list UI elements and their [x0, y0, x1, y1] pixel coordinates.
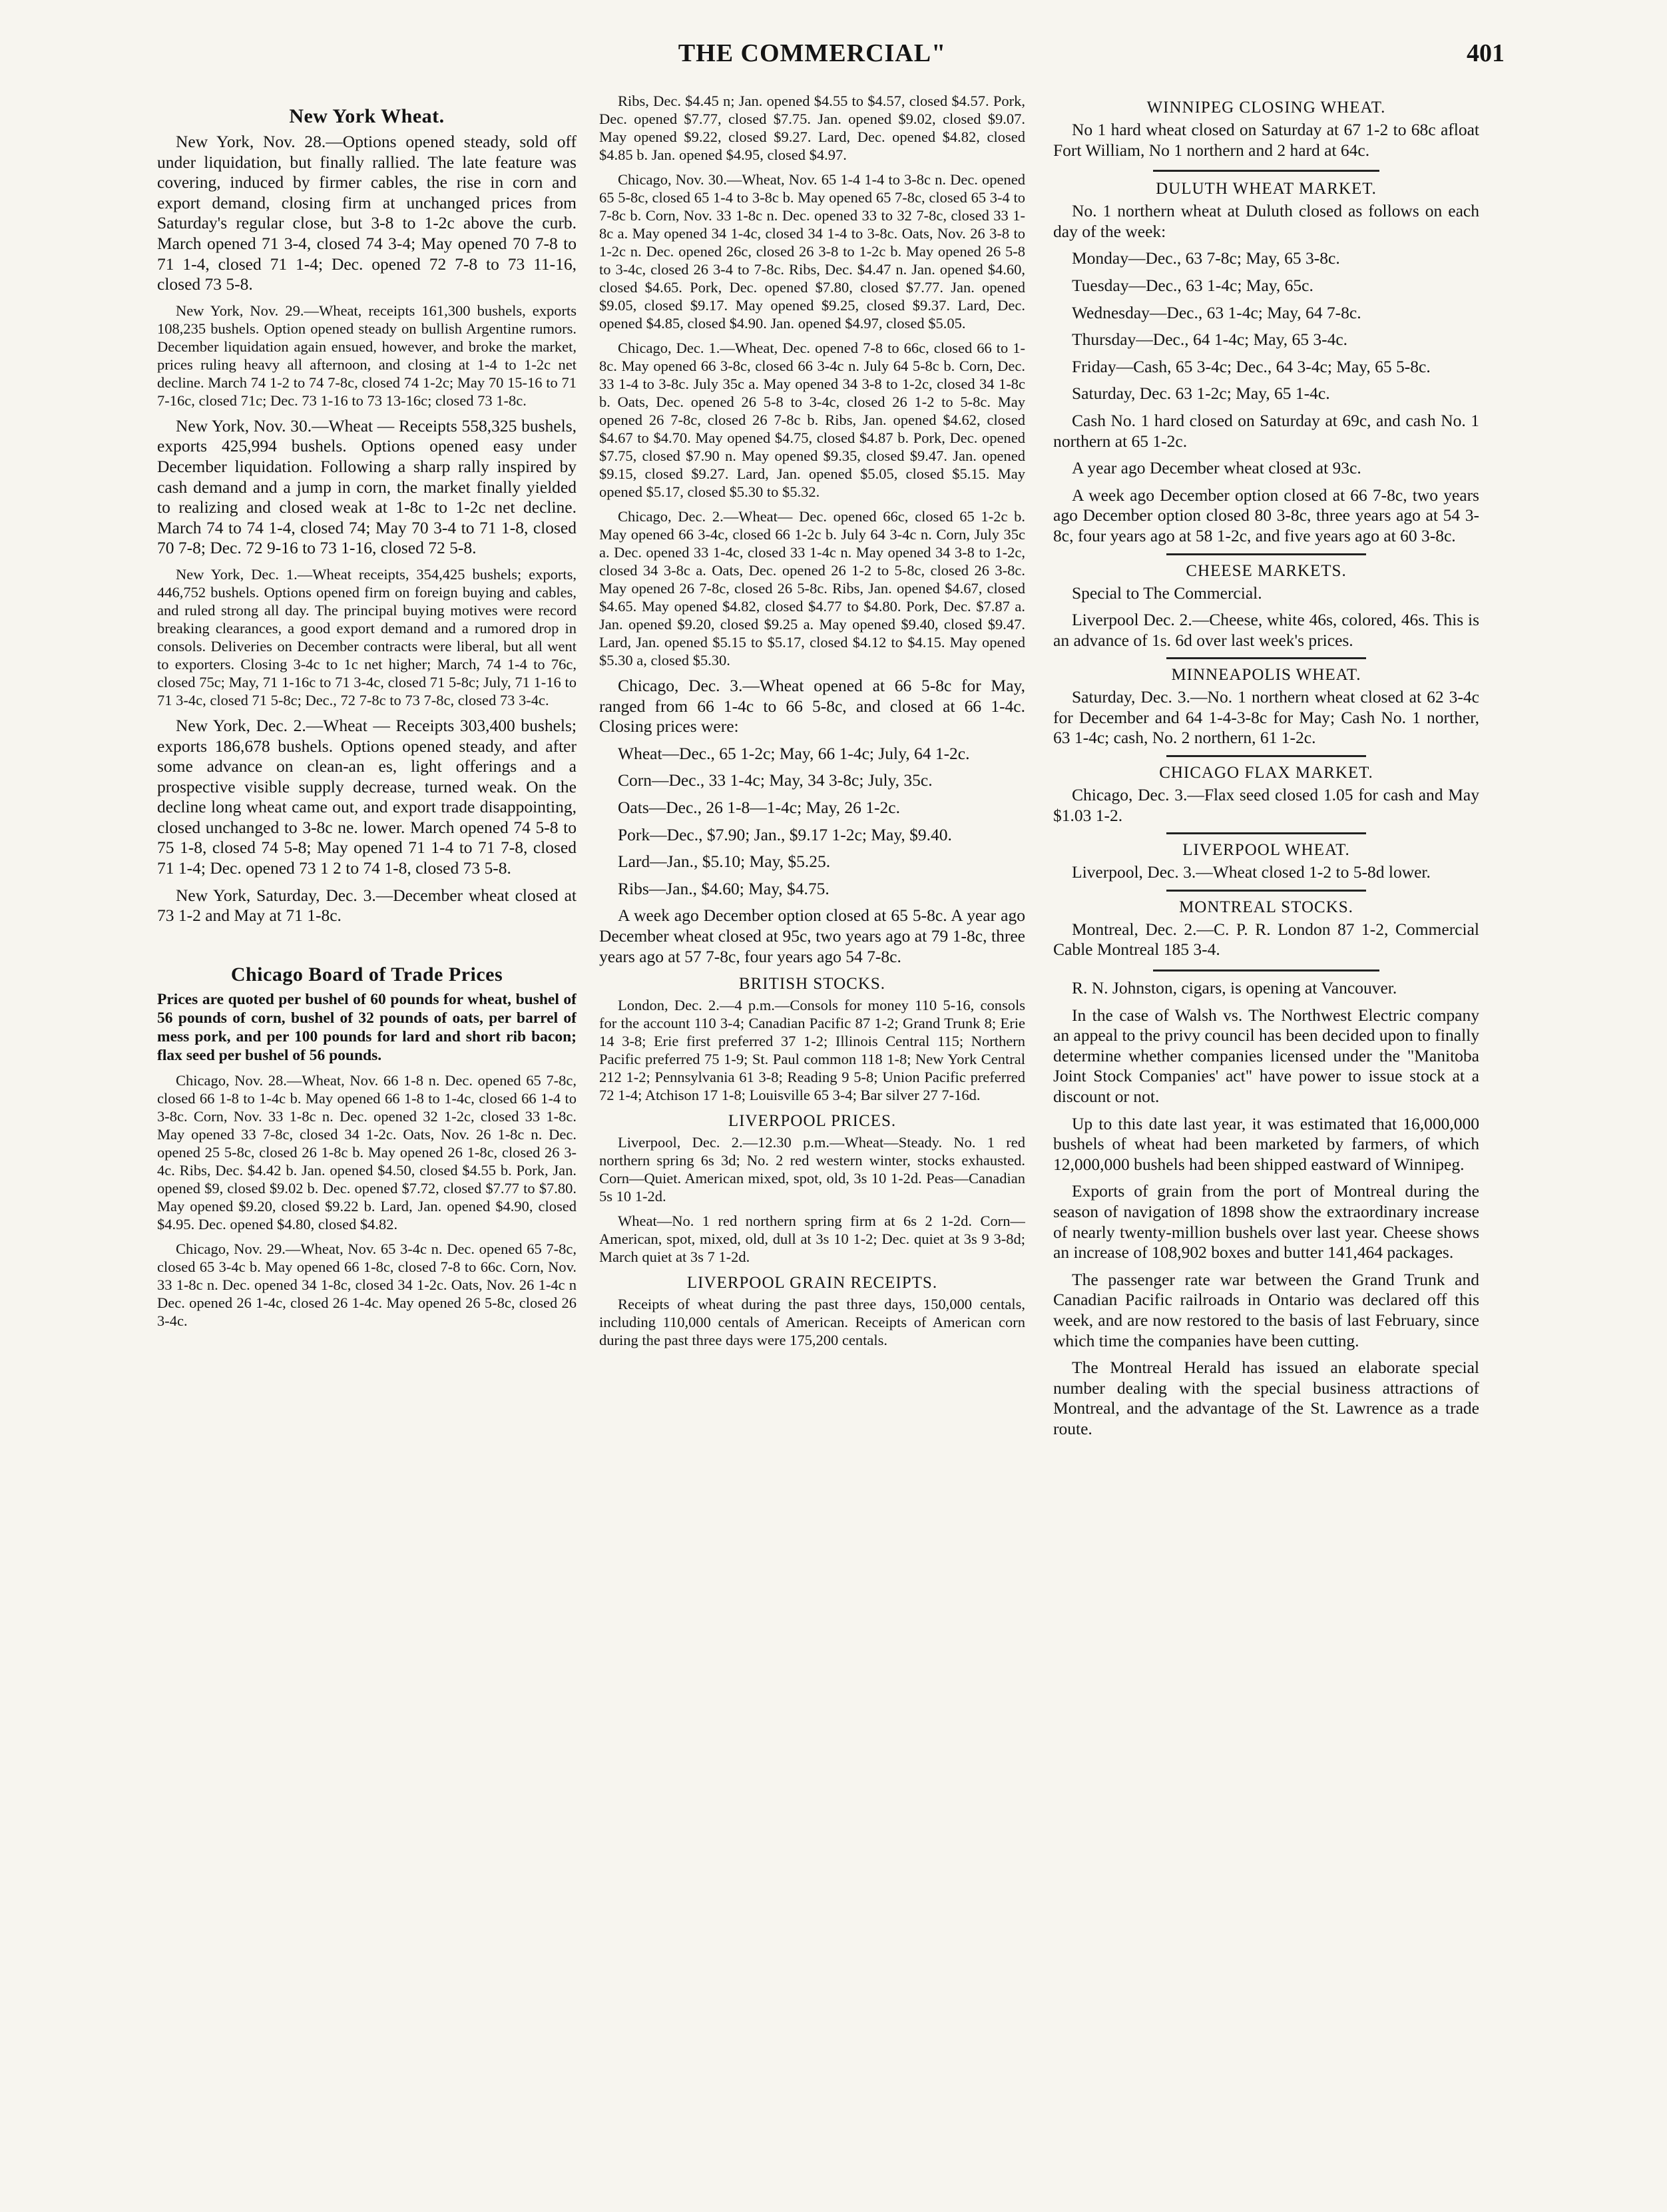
- article-paragraph: Saturday, Dec. 3.—No. 1 northern wheat closed at 62 3-4c for December and 64 1-4-3-8c for May; Cash No. 1 norther, 63 1-4c; cash, No. 2 northern, 61 1-2c.: [1053, 687, 1479, 748]
- chicago-flax-market-heading: CHICAGO FLAX MARKET.: [1159, 764, 1373, 782]
- article-paragraph: New York, Saturday, Dec. 3.—December wheat closed at 73 1-2 and May at 71 1-8c.: [157, 885, 577, 926]
- publication-title: THE COMMERCIAL": [678, 39, 947, 67]
- duluth-wheat-market-heading: DULUTH WHEAT MARKET.: [1156, 180, 1377, 198]
- page-header: [146, 39, 1505, 79]
- article-paragraph: Cash No. 1 hard closed on Saturday at 69c, and cash No. 1 northern at 65 1-2c.: [1053, 410, 1479, 451]
- article-paragraph: New York, Nov. 30.—Wheat — Receipts 558,325 bushels, exports 425,994 bushels. Options opened easy under December liquidation. Following a sharp rally inspired by cash demand and a jump in corn, the market finally yielded to realizing and closed weak at 1-8c to 1-2c net decline. March 74 to 74 1-4, closed 74; May 70 3-4 to 71 1-8, closed 70 7-8; Dec. 72 9-16 to 73 1-16, closed 72 5-8.: [157, 415, 577, 558]
- closing-price-corn: Corn—Dec., 33 1-4c; May, 34 3-8c; July, 35c.: [618, 770, 933, 790]
- article-paragraph: Chicago, Dec. 3.—Flax seed closed 1.05 for cash and May $1.03 1-2.: [1053, 785, 1479, 825]
- closing-price-pork: Pork—Dec., $7.90; Jan., $9.17 1-2c; May, $9.40.: [618, 824, 952, 844]
- article-paragraph: New York, Nov. 29.—Wheat, receipts 161,300 bushels, exports 108,235 bushels. Option opened steady on bullish Argentine rumors. December liquidation again ensued, however, and broke the market, prices ruling heavy all afternoon, and closing at 1-4 to 1-2c net decline. March 74 1-2 to 74 7-8c, closed 74 1-2c; May 70 15-16 to 71 7-16c, closed 71c; Dec. 73 1-16 to 73 13-16c; closed 73 1-8c.: [157, 302, 577, 409]
- article-paragraph: A year ago December wheat closed at 93c.: [1072, 458, 1361, 478]
- duluth-day-thursday: Thursday—Dec., 64 1-4c; May, 65 3-4c.: [1072, 330, 1348, 350]
- duluth-day-saturday: Saturday, Dec. 63 1-2c; May, 65 1-4c.: [1072, 384, 1330, 404]
- liverpool-grain-receipts-heading: LIVERPOOL GRAIN RECEIPTS.: [686, 1274, 938, 1292]
- article-paragraph: Chicago, Dec. 3.—Wheat opened at 66 5-8c for May, ranged from 66 1-4c to 66 5-8c, and closed at 66 1-4c. Closing prices were:: [599, 676, 1025, 736]
- article-paragraph: Chicago, Nov. 30.—Wheat, Nov. 65 1-4 1-4 to 3-8c n. Dec. opened 65 5-8c, closed 65 1-4 to 3-8c b. May opened 65 7-8c, closed 65 3-4 to 7-8c b. Corn, Nov. 33 1-8c n. Dec. opened 33 to 32 7-8c, closed 33 1-8c a. May opened 34 1-4c, closed 34 1-4 to 3-8c. Oats, Nov. 26 3-8 to 1-2c n. Dec. opened 26c, closed 26 3-8 to 1-2c b. May opened 26 5-8 to 3-4c, closed 26 3-4 to 7-8c. Ribs, Dec. $4.47 n. Jan. opened $4.60, closed $4.65. Pork, Dec. opened $7.80, closed $7.77. Jan. opened $9.05, closed $9.17. May opened $9.25, closed $9.37. Lard, Dec. opened $4.85, closed $4.90. Jan. opened $4.97, closed $5.05.: [599, 171, 1025, 332]
- article-paragraph: Chicago, Nov. 29.—Wheat, Nov. 65 3-4c n. Dec. opened 65 7-8c, closed 65 3-4c b. May opened 66 1-8c, closed 7-8 to 66c. Corn, Nov. 33 1-8c n. Dec. opened 34 1-8c, closed 34 1-2c. Oats, Nov. 26 1-4c n Dec. opened 26 1-4c, closed 26 1-4c. May opened 26 5-8c, closed 26 3-4c.: [157, 1240, 577, 1329]
- duluth-day-wednesday: Wednesday—Dec., 63 1-4c; May, 64 7-8c.: [1072, 302, 1361, 322]
- closing-price-lard: Lard—Jan., $5.10; May, $5.25.: [618, 852, 831, 872]
- article-paragraph: Receipts of wheat during the past three days, 150,000 centals, including 110,000 centals of American. Receipts of American corn during the past three days were 175,200 centals.: [599, 1296, 1025, 1349]
- liverpool-wheat-heading: LIVERPOOL WHEAT.: [1182, 841, 1350, 860]
- divider: [1166, 755, 1366, 757]
- article-paragraph: Liverpool Dec. 2.—Cheese, white 46s, colored, 46s. This is an advance of 1s. 6d over last week's prices.: [1053, 610, 1479, 650]
- news-item: Exports of grain from the port of Montreal during the season of navigation of 1898 show the extraordinary increase of nearly twenty-million bushels over last year. Cheese shows an increase of 108,902 boxes and butter 141,464 packages.: [1053, 1181, 1479, 1262]
- closing-price-ribs: Ribs—Jan., $4.60; May, $4.75.: [618, 878, 830, 898]
- article-paragraph: New York, Dec. 1.—Wheat receipts, 354,425 bushels; exports, 446,752 bushels. Options opened firm on foreign buying and cables, and ruled strong all day. The principal buying motives were record breaking clearances, a good export demand and a rumored drop in consols. Deliveries on December contracts were liberal, but all went to exporters. Closing 3-4c to 1c net higher; March, 74 1-4 to 76c, closed 75c; May, 71 1-16c to 71 3-4c, closed 71 5-8c; July, 71 1-16 to 71 3-4c, closed 71 5-8c; Dec., 72 7-8c to 73 7-8c, closed 73 3-4c.: [157, 565, 577, 708]
- column-right: [1053, 92, 1479, 2169]
- article-paragraph: A week ago December option closed at 65 5-8c. A year ago December wheat closed at 95c, two years ago at 79 1-8c, three years ago at 57 7-8c, four years ago 54 7-8c.: [599, 906, 1025, 966]
- news-item: The Montreal Herald has issued an elaborate special number dealing with the special business attractions of Montreal, and the advantage of the St. Lawrence as a trade route.: [1053, 1358, 1479, 1438]
- news-item: Up to this date last year, it was estimated that 16,000,000 bushels of wheat had been marketed by farmers, of which 12,000,000 bushels had been shipped eastward of Winnipeg.: [1053, 1113, 1479, 1174]
- divider: [1153, 170, 1379, 172]
- article-paragraph: Ribs, Dec. $4.45 n; Jan. opened $4.55 to $4.57, closed $4.57. Pork, Dec. opened $7.77, closed $7.75. Jan. opened $9.02, closed $9.07. May opened $9.22, closed $9.27. Lard, Dec. opened $4.82, closed $4.85 b. Jan. opened $4.95, closed $4.97.: [599, 93, 1025, 163]
- divider: [1153, 969, 1379, 971]
- article-paragraph: Montreal, Dec. 2.—C. P. R. London 87 1-2, Commercial Cable Montreal 185 3-4.: [1053, 919, 1479, 960]
- page-number: 401: [1467, 39, 1505, 67]
- chicago-board-of-trade-heading: Chicago Board of Trade Prices: [230, 963, 503, 985]
- cheese-markets-heading: CHEESE MARKETS.: [1186, 561, 1347, 580]
- article-paragraph: No 1 hard wheat closed on Saturday at 67 1-2 to 68c afloat Fort William, No 1 northern and 2 hard at 64c.: [1053, 120, 1479, 160]
- spacer: [157, 933, 577, 950]
- divider: [1166, 553, 1366, 555]
- article-paragraph: Liverpool, Dec. 3.—Wheat closed 1-2 to 5-8d lower.: [1072, 862, 1431, 882]
- article-paragraph: A week ago December option closed at 66 7-8c, two years ago December option closed 80 3-8c, three years ago at 54 3-8c, four years ago at 58 1-2c, and five years ago at 60 3-8c.: [1053, 485, 1479, 545]
- article-paragraph: London, Dec. 2.—4 p.m.—Consols for money 110 5-16, consols for the account 110 3-4; Canadian Pacific 87 1-2; Grand Trunk 8; Erie 14 3-8; Erie first preferred 37 1-2; Illinois Central 115; Northern Pacific preferred 75 1-9; St. Paul common 118 1-8; New York Central 212 1-2; Pennsylvania 61 3-8; Reading 9 5-8; Union Pacific preferred 72 1-4; Atchison 17 1-8; Louisville 65 3-4; Bar silver 27 7-16d.: [599, 997, 1025, 1104]
- closing-price-oats: Oats—Dec., 26 1-8—1-4c; May, 26 1-2c.: [618, 797, 900, 817]
- article-paragraph: Special to The Commercial.: [1072, 583, 1262, 603]
- liverpool-prices-heading: LIVERPOOL PRICES.: [728, 1112, 897, 1131]
- montreal-stocks-heading: MONTREAL STOCKS.: [1179, 898, 1353, 916]
- news-item: The passenger rate war between the Grand Trunk and Canadian Pacific railroads in Ontario was declared off this week, and are now restored to the basis of last February, since which time the companies have been cutting.: [1053, 1269, 1479, 1350]
- article-paragraph: No. 1 northern wheat at Duluth closed as follows on each day of the week:: [1053, 201, 1479, 241]
- article-paragraph: Chicago, Nov. 28.—Wheat, Nov. 66 1-8 n. Dec. opened 65 7-8c, closed 66 1-8 to 1-4c b. May opened 66 1-8 to 1-4c, closed 66 1-4 to 3-8c. Corn, Nov. 33 1-8c n. Dec. opened 32 1-2c, closed 33 1-8c. May opened 33 7-8c, closed 34 1-2c. Oats, Nov. 26 1-8c n. Dec. opened 25 5-8c, closed 26 1-8c b. May opened 26 1-8c, closed 26 3-4c. Ribs, Dec. $4.42 b. Jan. opened $4.50, closed $4.55 b. Pork, Jan. opened $9, closed $9.02 b. Dec. opened $7.72, closed $7.77 to $7.80. May opened $9.20, closed $9.22 b. Lard, Jan. opened $4.90, closed $4.95. Dec. opened $4.80, closed $4.82.: [157, 1071, 577, 1233]
- british-stocks-heading: BRITISH STOCKS.: [738, 975, 886, 993]
- duluth-day-monday: Monday—Dec., 63 7-8c; May, 65 3-8c.: [1072, 248, 1340, 268]
- minneapolis-wheat-heading: MINNEAPOLIS WHEAT.: [1171, 666, 1361, 685]
- divider: [1166, 890, 1366, 892]
- prices-note: Prices are quoted per bushel of 60 pounds for wheat, bushel of 56 pounds of corn, bushel of 32 pounds of oats, per barrel of mess pork, and per 100 pounds for lard and short rib bacon; flax seed per bushel of 56 pounds.: [157, 990, 577, 1064]
- article-paragraph: Liverpool, Dec. 2.—12.30 p.m.—Wheat—Steady. No. 1 red northern spring 6s 3d; No. 2 red western winter, stocks exhausted. Corn—Quiet. American mixed, spot, old, 3s 10 1-2d. Peas—Canadian 5s 10 1-2d.: [599, 1134, 1025, 1205]
- duluth-day-tuesday: Tuesday—Dec., 63 1-4c; May, 65c.: [1072, 275, 1313, 295]
- column-middle: [599, 92, 1025, 2169]
- article-paragraph: Chicago, Dec. 1.—Wheat, Dec. opened 7-8 to 66c, closed 66 to 1-8c. May opened 66 3-8c, closed 66 3-4c n. July 64 5-8c b. Corn, Dec. 33 1-4 to 3-8c. July 35c a. May opened 34 3-8 to 1-2c, closed 34 1-8c b. Oats, Dec. opened 26 5-8 to 3-4c, closed 26 1-2 to 5-8c. May opened 26 7-8c, closed 26 7-8c b. Ribs, Jan. opened $4.62, closed $4.67 to $4.70. May opened $4.75, closed $4.87 b. Pork, Dec. opened $7.75, closed $7.90 n. May opened $9.35, closed $9.47. Jan. opened $9.15, closed $9.27. Lard, Jan. opened $5.05, closed $5.15. May opened $5.17, closed $5.30 to $5.32.: [599, 340, 1025, 500]
- winnipeg-closing-wheat-heading: WINNIPEG CLOSING WHEAT.: [1146, 99, 1386, 117]
- news-item: In the case of Walsh vs. The Northwest Electric company an appeal to the privy council has been decided upon to finally determine whether companies licensed under the "Manitoba Joint Stock Companies' act" have power to issue stock at a discount or not.: [1053, 1005, 1479, 1106]
- column-left: [157, 92, 577, 2169]
- closing-price-wheat: Wheat—Dec., 65 1-2c; May, 66 1-4c; July, 64 1-2c.: [618, 743, 970, 763]
- article-paragraph: Chicago, Dec. 2.—Wheat— Dec. opened 66c, closed 65 1-2c b. May opened 66 3-4c, closed 66 1-2c b. July 64 3-4c n. Corn, July 35c a. Dec. opened 33 1-4c, closed 33 1-4c n. May opened 34 3-8 to 1-2c, closed 34 3-8c a. Oats, Dec. opened 26 1-2 to 5-8c, closed 26 3-8c. May opened 26 7-8c, closed 26 5-8c. Ribs, Jan. opened $4.67, closed $4.65. May opened $4.82, closed $4.77 to $4.80. Pork, Dec. $7.87 a. Jan. opened $9.20, closed $9.25 a. May opened $9.40, closed $9.47. Lard, Jan. opened $5.15 to $5.17, closed $4.12 to $4.15. May opened $5.30 a, closed $5.30.: [599, 508, 1025, 669]
- article-paragraph: Wheat—No. 1 red northern spring firm at 6s 2 1-2d. Corn—American, spot, mixed, old, dull at 3s 10 1-2; Dec. quiet at 3s 9 3-8d; March quiet at 3s 7 1-2d.: [599, 1213, 1025, 1266]
- article-paragraph: New York, Nov. 28.—Options opened steady, sold off under liquidation, but finally rallied. The late feature was covering, induced by firmer cables, the rise in corn and export demand, closing firm at unchanged prices from Saturday's regular close, but 3-8 to 1-2c above the curb. March opened 71 3-4, closed 74 3-4; May opened 70 7-8 to 71 1-4, closed 71 1-4; Dec. opened 72 7-8 to 73 11-16, closed 73 5-8.: [157, 132, 577, 294]
- article-paragraph: New York, Dec. 2.—Wheat — Receipts 303,400 bushels; exports 186,678 bushels. Options opened steady, and after some advance on clean-an es, light offerings and a prospective visible supply decrease, turned weak. On the decline long wheat came out, and export trade disappointing, closed unchanged to 3-8c ne. lower. March opened 74 5-8 to 75 1-8, closed 74 5-8; May opened 71 1-4 to 71 7-8, closed 71 1-4; Dec. opened 73 1 2 to 74 1-8, closed 73 5-8.: [157, 715, 577, 878]
- duluth-day-friday: Friday—Cash, 65 3-4c; Dec., 64 3-4c; May, 65 5-8c.: [1072, 356, 1431, 376]
- news-item: R. N. Johnston, cigars, is opening at Vancouver.: [1072, 978, 1397, 998]
- new-york-wheat-heading: New York Wheat.: [289, 105, 445, 127]
- divider: [1166, 832, 1366, 834]
- divider: [1166, 657, 1366, 659]
